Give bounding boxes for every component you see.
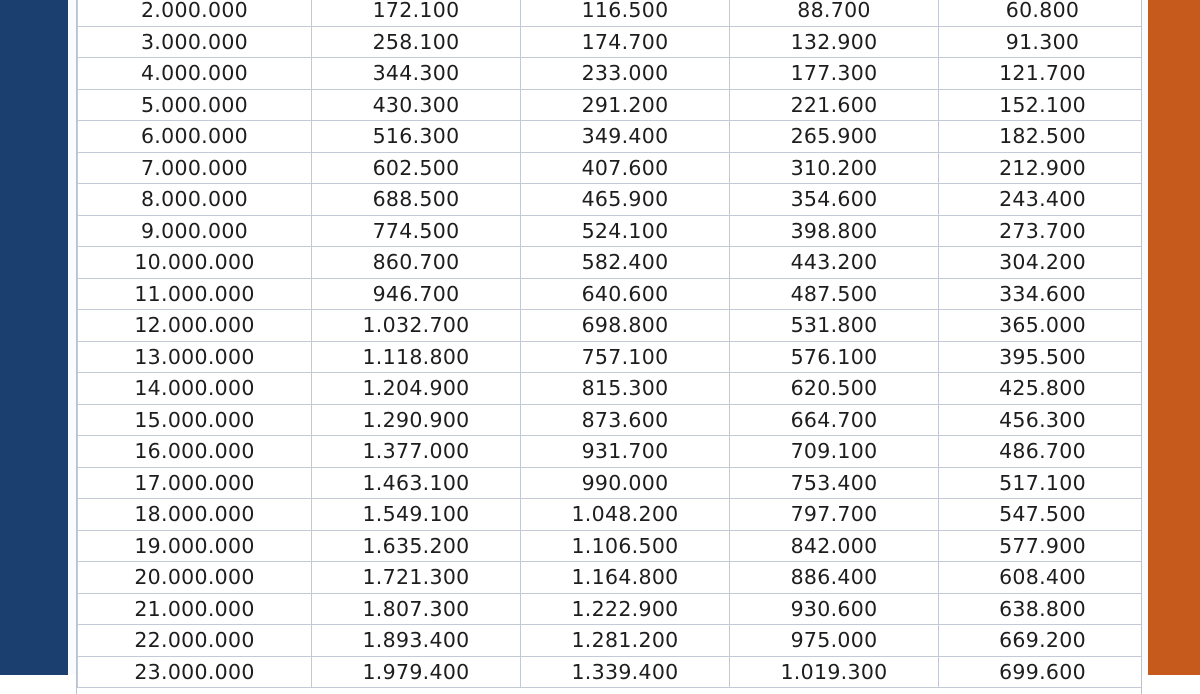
table-row	[78, 184, 1143, 216]
table-cell: 20.000.000	[78, 562, 312, 594]
table-cell: 486.700	[939, 436, 1143, 468]
table-cell: 516.300	[312, 121, 521, 153]
table-cell: 16.000.000	[78, 436, 312, 468]
table-cell: 395.500	[939, 341, 1143, 373]
data-table	[77, 0, 1142, 688]
table-cell: 753.400	[730, 467, 939, 499]
table-cell: 172.100	[312, 0, 521, 26]
table-cell: 577.900	[939, 530, 1143, 562]
table-row	[78, 562, 1143, 594]
table-cell: 1.549.100	[312, 499, 521, 531]
table-cell: 531.800	[730, 310, 939, 342]
table-cell: 688.500	[312, 184, 521, 216]
table-cell: 12.000.000	[78, 310, 312, 342]
table-cell: 709.100	[730, 436, 939, 468]
table-cell: 774.500	[312, 215, 521, 247]
table-cell: 873.600	[521, 404, 730, 436]
table-cell: 7.000.000	[78, 152, 312, 184]
table-cell: 19.000.000	[78, 530, 312, 562]
table-cell: 930.600	[730, 593, 939, 625]
table-cell: 1.222.900	[521, 593, 730, 625]
table-cell: 365.000	[939, 310, 1143, 342]
table-row	[78, 436, 1143, 468]
table-cell: 9.000.000	[78, 215, 312, 247]
table-row	[78, 26, 1143, 58]
table-cell: 1.979.400	[312, 656, 521, 688]
table-cell: 17.000.000	[78, 467, 312, 499]
table-cell: 524.100	[521, 215, 730, 247]
table-cell: 5.000.000	[78, 89, 312, 121]
table-cell: 1.204.900	[312, 373, 521, 405]
table-cell: 1.019.300	[730, 656, 939, 688]
table-cell: 815.300	[521, 373, 730, 405]
table-row	[78, 530, 1143, 562]
table-cell: 121.700	[939, 58, 1143, 90]
table-cell: 116.500	[521, 0, 730, 26]
table-cell: 88.700	[730, 0, 939, 26]
table-cell: 1.339.400	[521, 656, 730, 688]
spreadsheet-area	[68, 0, 1148, 684]
table-cell: 1.164.800	[521, 562, 730, 594]
table-cell: 1.807.300	[312, 593, 521, 625]
table-row	[78, 152, 1143, 184]
table-body	[78, 0, 1143, 688]
table-cell: 15.000.000	[78, 404, 312, 436]
table-cell: 243.400	[939, 184, 1143, 216]
table-row	[78, 89, 1143, 121]
table-cell: 11.000.000	[78, 278, 312, 310]
table-cell: 152.100	[939, 89, 1143, 121]
table-cell: 3.000.000	[78, 26, 312, 58]
table-cell: 258.100	[312, 26, 521, 58]
table-row	[78, 593, 1143, 625]
table-cell: 576.100	[730, 341, 939, 373]
table-cell: 1.463.100	[312, 467, 521, 499]
table-cell: 602.500	[312, 152, 521, 184]
table-cell: 13.000.000	[78, 341, 312, 373]
table-row	[78, 278, 1143, 310]
table-row	[78, 0, 1143, 26]
table-cell: 14.000.000	[78, 373, 312, 405]
table-cell: 975.000	[730, 625, 939, 657]
table-cell: 60.800	[939, 0, 1143, 26]
table-cell: 640.600	[521, 278, 730, 310]
table-cell: 1.106.500	[521, 530, 730, 562]
table-cell: 638.800	[939, 593, 1143, 625]
table-cell: 177.300	[730, 58, 939, 90]
table-cell: 182.500	[939, 121, 1143, 153]
table-cell: 620.500	[730, 373, 939, 405]
table-row	[78, 404, 1143, 436]
table-cell: 349.400	[521, 121, 730, 153]
table-cell: 91.300	[939, 26, 1143, 58]
table-cell: 487.500	[730, 278, 939, 310]
table-cell: 698.800	[521, 310, 730, 342]
table-cell: 398.800	[730, 215, 939, 247]
table-row	[78, 373, 1143, 405]
table-cell: 425.800	[939, 373, 1143, 405]
table-cell: 334.600	[939, 278, 1143, 310]
table-cell: 860.700	[312, 247, 521, 279]
table-cell: 1.893.400	[312, 625, 521, 657]
table-cell: 757.100	[521, 341, 730, 373]
table-cell: 931.700	[521, 436, 730, 468]
table-cell: 1.290.900	[312, 404, 521, 436]
right-orange-band	[1148, 0, 1200, 675]
table-cell: 291.200	[521, 89, 730, 121]
table-cell: 1.281.200	[521, 625, 730, 657]
table-cell: 8.000.000	[78, 184, 312, 216]
table-cell: 443.200	[730, 247, 939, 279]
table-container	[76, 0, 1142, 694]
table-cell: 582.400	[521, 247, 730, 279]
table-cell: 23.000.000	[78, 656, 312, 688]
table-cell: 310.200	[730, 152, 939, 184]
table-row	[78, 121, 1143, 153]
table-cell: 1.118.800	[312, 341, 521, 373]
table-cell: 946.700	[312, 278, 521, 310]
table-row	[78, 310, 1143, 342]
table-cell: 1.635.200	[312, 530, 521, 562]
table-cell: 6.000.000	[78, 121, 312, 153]
table-cell: 10.000.000	[78, 247, 312, 279]
table-cell: 132.900	[730, 26, 939, 58]
table-cell: 517.100	[939, 467, 1143, 499]
table-cell: 265.900	[730, 121, 939, 153]
table-row	[78, 58, 1143, 90]
table-cell: 4.000.000	[78, 58, 312, 90]
table-cell: 1.721.300	[312, 562, 521, 594]
table-cell: 233.000	[521, 58, 730, 90]
table-row	[78, 499, 1143, 531]
table-cell: 430.300	[312, 89, 521, 121]
table-cell: 465.900	[521, 184, 730, 216]
table-row	[78, 215, 1143, 247]
table-cell: 344.300	[312, 58, 521, 90]
table-cell: 456.300	[939, 404, 1143, 436]
table-cell: 174.700	[521, 26, 730, 58]
table-row	[78, 467, 1143, 499]
table-cell: 1.048.200	[521, 499, 730, 531]
table-cell: 664.700	[730, 404, 939, 436]
table-cell: 842.000	[730, 530, 939, 562]
table-cell: 221.600	[730, 89, 939, 121]
table-cell: 1.032.700	[312, 310, 521, 342]
table-cell: 2.000.000	[78, 0, 312, 26]
table-cell: 407.600	[521, 152, 730, 184]
table-cell: 304.200	[939, 247, 1143, 279]
table-cell: 22.000.000	[78, 625, 312, 657]
table-cell: 699.600	[939, 656, 1143, 688]
table-cell: 990.000	[521, 467, 730, 499]
table-cell: 1.377.000	[312, 436, 521, 468]
table-row	[78, 247, 1143, 279]
table-cell: 608.400	[939, 562, 1143, 594]
table-row	[78, 625, 1143, 657]
table-cell: 212.900	[939, 152, 1143, 184]
table-cell: 21.000.000	[78, 593, 312, 625]
table-cell: 797.700	[730, 499, 939, 531]
table-cell: 886.400	[730, 562, 939, 594]
table-row	[78, 656, 1143, 688]
table-cell: 547.500	[939, 499, 1143, 531]
table-cell: 273.700	[939, 215, 1143, 247]
left-blue-band	[0, 0, 68, 675]
table-cell: 18.000.000	[78, 499, 312, 531]
table-row	[78, 341, 1143, 373]
table-cell: 354.600	[730, 184, 939, 216]
table-cell: 669.200	[939, 625, 1143, 657]
